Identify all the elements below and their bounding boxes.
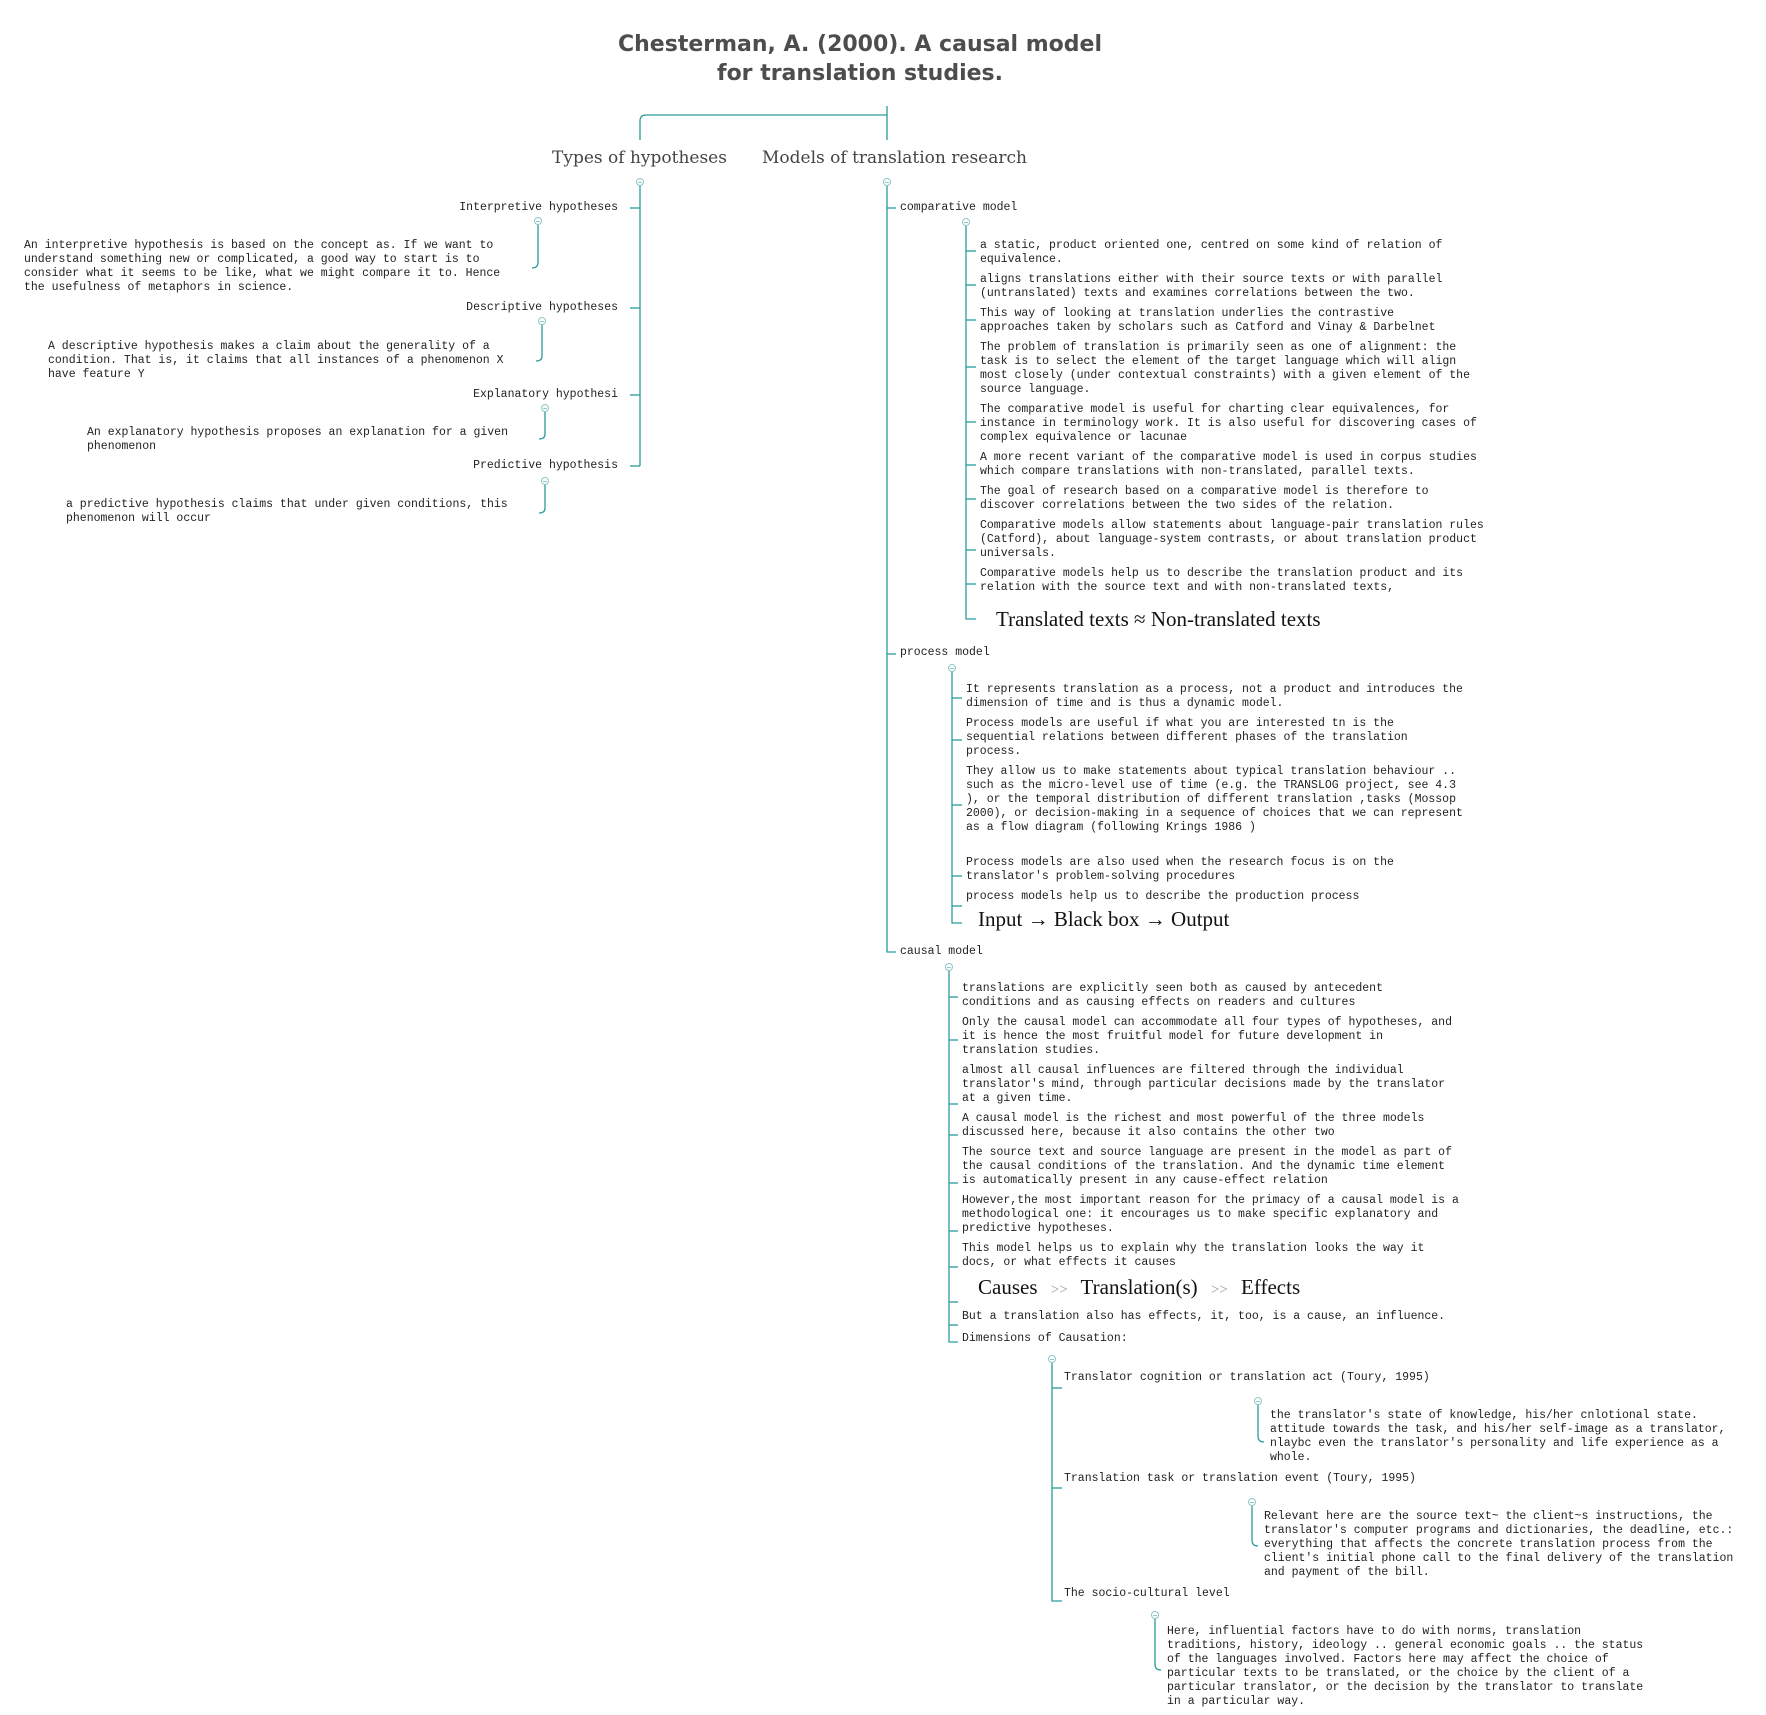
collapse-dot-icon[interactable] [962,218,970,226]
comparative-item[interactable]: A more recent variant of the comparative model is used in corpus studies which compare translations with non-translated, parallel texts. [980,451,1477,478]
collapse-dot-icon[interactable] [883,178,891,186]
node-translation-task[interactable]: Translation task or translation event (Toury, 1995) [1064,1472,1416,1485]
map-title: Chesterman, A. (2000). A causal model for translation studies. [618,32,1102,86]
comparative-item[interactable]: Comparative models allow statements about language-pair translation rules (Catford), about language-system contrasts, or about translation product universals. [980,519,1484,560]
collapse-dot-icon[interactable] [1151,1611,1159,1619]
causal-item[interactable]: The source text and source language are present in the model as part of the causal conditions of the translation. And the dynamic time element is automatically present in any cause-effect relation [962,1146,1452,1187]
note-translator-cognition: the translator's state of knowledge, his/her cnlotional state. attitude towards the task, and his/her self-image as a translator, nlaybc even the translator's personality and life experience as a whole. [1270,1409,1726,1464]
note-socio-cultural: Here, influential factors have to do with norms, translation traditions, history, ideology .. general economic goals .. the status of the languages involved. Factors here may affect the choice of particular texts to be translated, or the choice by the client of a particular translator, or the decision by the translator to translate in a particular way. [1167,1625,1644,1708]
formula-sep: >> [1210,1282,1228,1298]
note-descriptive: A descriptive hypothesis makes a claim about the generality of a condition. That is, it claims that all instances of a phenomenon X have feature Y [48,340,504,381]
collapse-dot-icon[interactable] [534,217,542,225]
node-explanatory-hypothesi[interactable]: Explanatory hypothesi [473,388,618,401]
comparative-item[interactable]: The problem of translation is primarily seen as one of alignment: the task is to select the element of the target language which will align most closely (under contextual constraints) with a given element of the source language. [980,341,1470,396]
node-predictive-hypothesis[interactable]: Predictive hypothesis [473,459,618,472]
causal-formula [978,1275,1300,1300]
formula-sep: >> [1050,1282,1068,1298]
formula-effects: Effects [1241,1275,1301,1299]
process-item[interactable]: process models help us to describe the production process [966,890,1360,903]
branch-models-of-translation-research[interactable]: Models of translation research [762,148,1027,168]
causal-item[interactable]: A causal model is the richest and most powerful of the three models discussed here, because it also contains the other two [962,1112,1425,1139]
causal-item[interactable]: This model helps us to explain why the translation looks the way it docs, or what effects it causes [962,1242,1425,1269]
node-dimensions-of-causation[interactable]: Dimensions of Causation: [962,1332,1128,1345]
comparative-item[interactable]: This way of looking at translation underlies the contrastive approaches taken by scholars such as Catford and Vinay & Darbelnet [980,307,1436,334]
note-explanatory: An explanatory hypothesis proposes an explanation for a given phenomenon [87,426,508,453]
collapse-dot-icon[interactable] [945,963,953,971]
comparative-item[interactable]: aligns translations either with their source texts or with parallel (untranslated) texts and examines correlations between the two. [980,273,1443,300]
formula-translations: Translation(s) [1080,1275,1198,1299]
node-comparative-model[interactable]: comparative model [900,201,1018,214]
collapse-dot-icon[interactable] [538,317,546,325]
process-item[interactable]: It represents translation as a process, not a product and introduces the dimension of time and is thus a dynamic model. [966,683,1463,710]
collapse-dot-icon[interactable] [948,664,956,672]
collapse-dot-icon[interactable] [1254,1397,1262,1405]
node-process-model[interactable]: process model [900,646,990,659]
node-translator-cognition[interactable]: Translator cognition or translation act (Toury, 1995) [1064,1371,1430,1384]
comparative-item[interactable]: The comparative model is useful for charting clear equivalences, for instance in terminology work. It is also useful for discovering cases of complex equivalence or lacunae [980,403,1477,444]
note-predictive: a predictive hypothesis claims that under given conditions, this phenomenon will occur [66,498,508,525]
comparative-item[interactable]: a static, product oriented one, centred on some kind of relation of equivalence. [980,239,1443,266]
process-item[interactable]: They allow us to make statements about typical translation behaviour .. such as the micro-level use of time (e.g. the TRANSLOG project, see 4.3 ), or the temporal distribution of different translation ,tasks (Mossop 2000), or decision-making in a sequence of choices that we can represent as a flow diagram (following Krings 1986 ) [966,765,1463,834]
collapse-dot-icon[interactable] [636,178,644,186]
process-item[interactable]: Process models are useful if what you are interested tn is the sequential relations between different phases of the translation process. [966,717,1408,758]
causal-item[interactable]: But a translation also has effects, it, too, is a cause, an influence. [962,1310,1446,1323]
node-socio-cultural-level[interactable]: The socio-cultural level [1064,1587,1230,1600]
collapse-dot-icon[interactable] [1048,1355,1056,1363]
causal-item[interactable]: almost all causal influences are filtered through the individual translator's mind, through particular decisions made by the translator at a given time. [962,1064,1446,1105]
comparative-item[interactable]: The goal of research based on a comparative model is therefore to discover correlations between the two sides of the relation. [980,485,1429,512]
node-descriptive-hypotheses[interactable]: Descriptive hypotheses [466,301,618,314]
branch-types-of-hypotheses[interactable]: Types of hypotheses [552,148,727,168]
comparative-item[interactable]: Comparative models help us to describe the translation product and its relation with the source text and with non-translated texts, [980,567,1464,594]
formula-causes: Causes [978,1275,1038,1299]
causal-item[interactable]: Only the causal model can accommodate all four types of hypotheses, and it is hence the most fruitful model for future development in translation studies. [962,1016,1452,1057]
collapse-dot-icon[interactable] [1248,1498,1256,1506]
causal-item[interactable]: translations are explicitly seen both as caused by antecedent conditions and as causing effects on readers and cultures [962,982,1383,1009]
collapse-dot-icon[interactable] [541,404,549,412]
node-causal-model[interactable]: causal model [900,945,983,958]
collapse-dot-icon[interactable] [541,477,549,485]
node-interpretive-hypotheses[interactable]: Interpretive hypotheses [459,201,618,214]
comparative-formula: Translated texts ≈ Non-translated texts [996,607,1321,631]
process-formula: Input → Black box → Output [978,907,1230,931]
note-translation-task: Relevant here are the source text~ the client~s instructions, the translator's computer programs and dictionaries, the deadline, etc.: everything that affects the concrete translation process from the client's initial phone call to the final delivery of the translation and payment of the bill. [1264,1510,1734,1579]
note-interpretive: An interpretive hypothesis is based on the concept as. If we want to understand something new or complicated, a good way to start is to consider what it seems to be like, what we might compare it to. Hence the usefulness of metaphors in science. [24,239,501,294]
causal-item[interactable]: However,the most important reason for the primacy of a causal model is a methodological one: it encourages us to make specific explanatory and predictive hypotheses. [962,1194,1459,1235]
process-item[interactable]: Process models are also used when the research focus is on the translator's problem-solving procedures [966,856,1394,883]
